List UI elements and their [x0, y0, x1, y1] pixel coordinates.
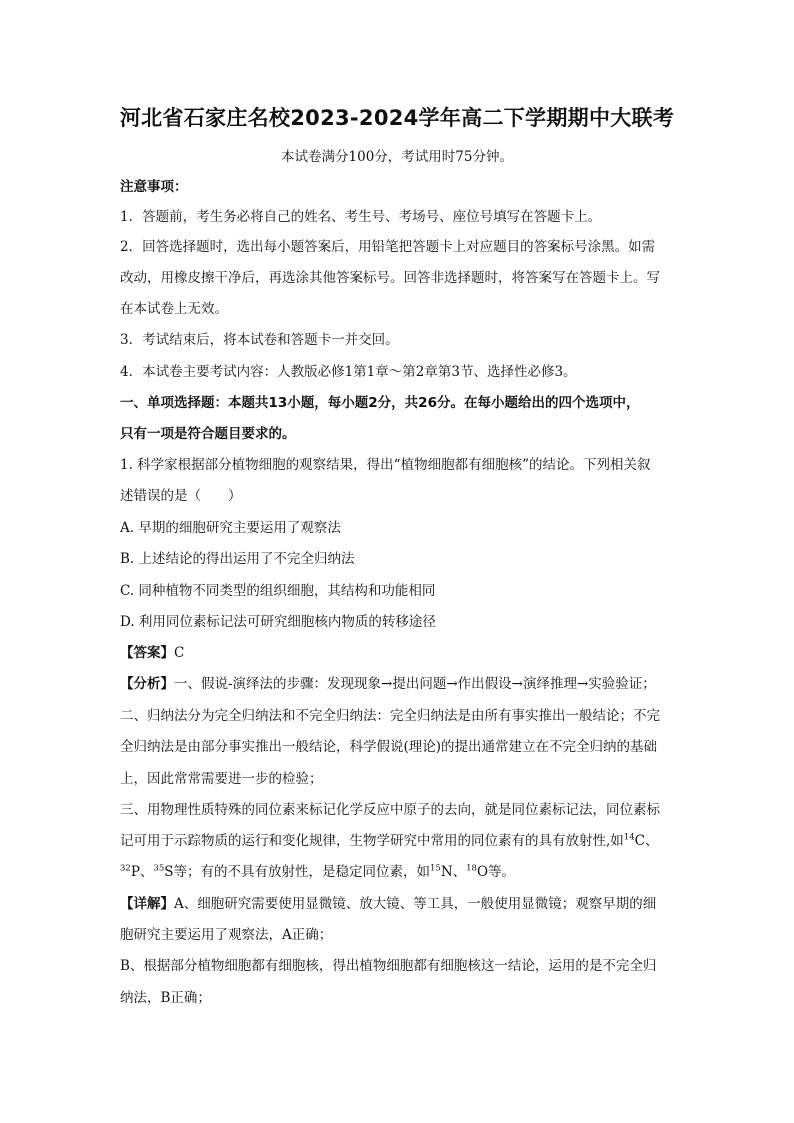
detail-text-1: A、细胞研究需要使用显微镜、放大镜、等工具，一般使用显微镜；观察早期的细	[174, 896, 657, 912]
section-heading-line-1: 一、单项选择题：本题共13小题，每小题2分，共26分。在每小题给出的四个选项中，	[120, 395, 640, 411]
analysis-line-6	[120, 832, 658, 850]
analysis-label: 【分析】	[120, 676, 174, 692]
notice-item-4: 4．本试卷主要考试内容：人教版必修1第1章～第2章第3节、选择性必修3。	[120, 364, 577, 380]
section-heading-line-2: 只有一项是符合题目要求的。	[120, 426, 296, 442]
answer-value: C	[174, 645, 185, 661]
detail-line-3: B、根据部分植物细胞都有细胞核，得出植物细胞都有细胞核这一结论，运用的是不完全归	[120, 958, 657, 974]
isotope-element-s: S等；有的不具有放射性，是稳定同位素，如	[164, 864, 430, 880]
question-stem-line-1: 1. 科学家根据部分植物细胞的观察结果，得出“植物细胞都有细胞核”的结论。下列相关叙	[120, 457, 651, 473]
detail-label: 【详解】	[120, 896, 174, 912]
isotope-mass-32: 32	[120, 863, 131, 874]
option-c: C. 同种植物不同类型的组织细胞，其结构和功能相同	[120, 583, 436, 599]
analysis-line-3: 全归纳法是由部分事实推出一般结论，科学假说(理论)的提出通常建立在不完全归纳的基础	[120, 739, 658, 755]
detail-line-4: 纳法，B正确；	[120, 990, 211, 1006]
isotope-mass-15: 15	[430, 863, 441, 874]
detail-line-2: 胞研究主要运用了观察法，A正确；	[120, 927, 333, 943]
notice-item-2: 2．回答选择题时，选出每小题答案后，用铅笔把答题卡上对应题目的答案标号涂黑。如需	[120, 239, 656, 255]
isotope-mass-14: 14	[623, 832, 635, 843]
analysis-line-4: 上，因此常常需要进一步的检验；	[120, 771, 323, 787]
isotope-element-c: C、	[634, 833, 659, 849]
isotope-element-o: O等。	[476, 864, 516, 880]
answer-line	[120, 644, 184, 662]
analysis-line-7	[120, 863, 515, 881]
isotope-mass-35: 35	[153, 863, 165, 874]
analysis-line-2: 二、归纳法分为完全归纳法和不完全归纳法：完全归纳法是由所有事实推出一般结论；不完	[120, 708, 660, 724]
isotope-mass-18: 18	[466, 863, 477, 874]
detail-line-1	[120, 895, 656, 913]
option-b: B. 上述结论的得出运用了不完全归纳法	[120, 551, 355, 567]
analysis-line-1	[120, 675, 656, 693]
analysis-line-5: 三、用物理性质特殊的同位素来标记化学反应中原子的去向，就是同位素标记法，同位素标	[120, 802, 660, 818]
notice-item-2-cont-2: 在本试卷上无效。	[120, 301, 228, 317]
document-subtitle: 本试卷满分100分，考试用时75分钟。	[281, 149, 513, 165]
notice-item-1: 1．答题前，考生务必将自己的姓名、考生号、考场号、座位号填写在答题卡上。	[120, 209, 602, 225]
option-a: A. 早期的细胞研究主要运用了观察法	[120, 520, 341, 536]
analysis-text-6: 记可用于示踪物质的运行和变化规律，生物学研究中常用的同位素有的具有放射性,如	[120, 833, 624, 849]
isotope-element-n: N、	[440, 864, 467, 880]
isotope-element-p: P、	[130, 864, 154, 880]
option-d: D. 利用同位素标记法可研究细胞核内物质的转移途径	[120, 614, 436, 630]
answer-label: 【答案】	[120, 645, 174, 661]
analysis-text-1: 一、假说-演绎法的步骤：发现现象→提出问题→作出假设→演绎推理→实验验证；	[174, 676, 656, 692]
question-stem-line-2: 述错误的是（ ）	[120, 488, 242, 504]
document-title: 河北省石家庄名校2023-2024学年高二下学期期中大联考	[119, 106, 675, 130]
notice-heading: 注意事项：	[120, 179, 188, 195]
notice-item-2-cont-1: 改动，用橡皮擦干净后，再选涂其他答案标号。回答非选择题时，将答案写在答题卡上。写	[120, 270, 660, 286]
notice-item-3: 3．考试结束后，将本试卷和答题卡一并交回。	[120, 332, 399, 348]
